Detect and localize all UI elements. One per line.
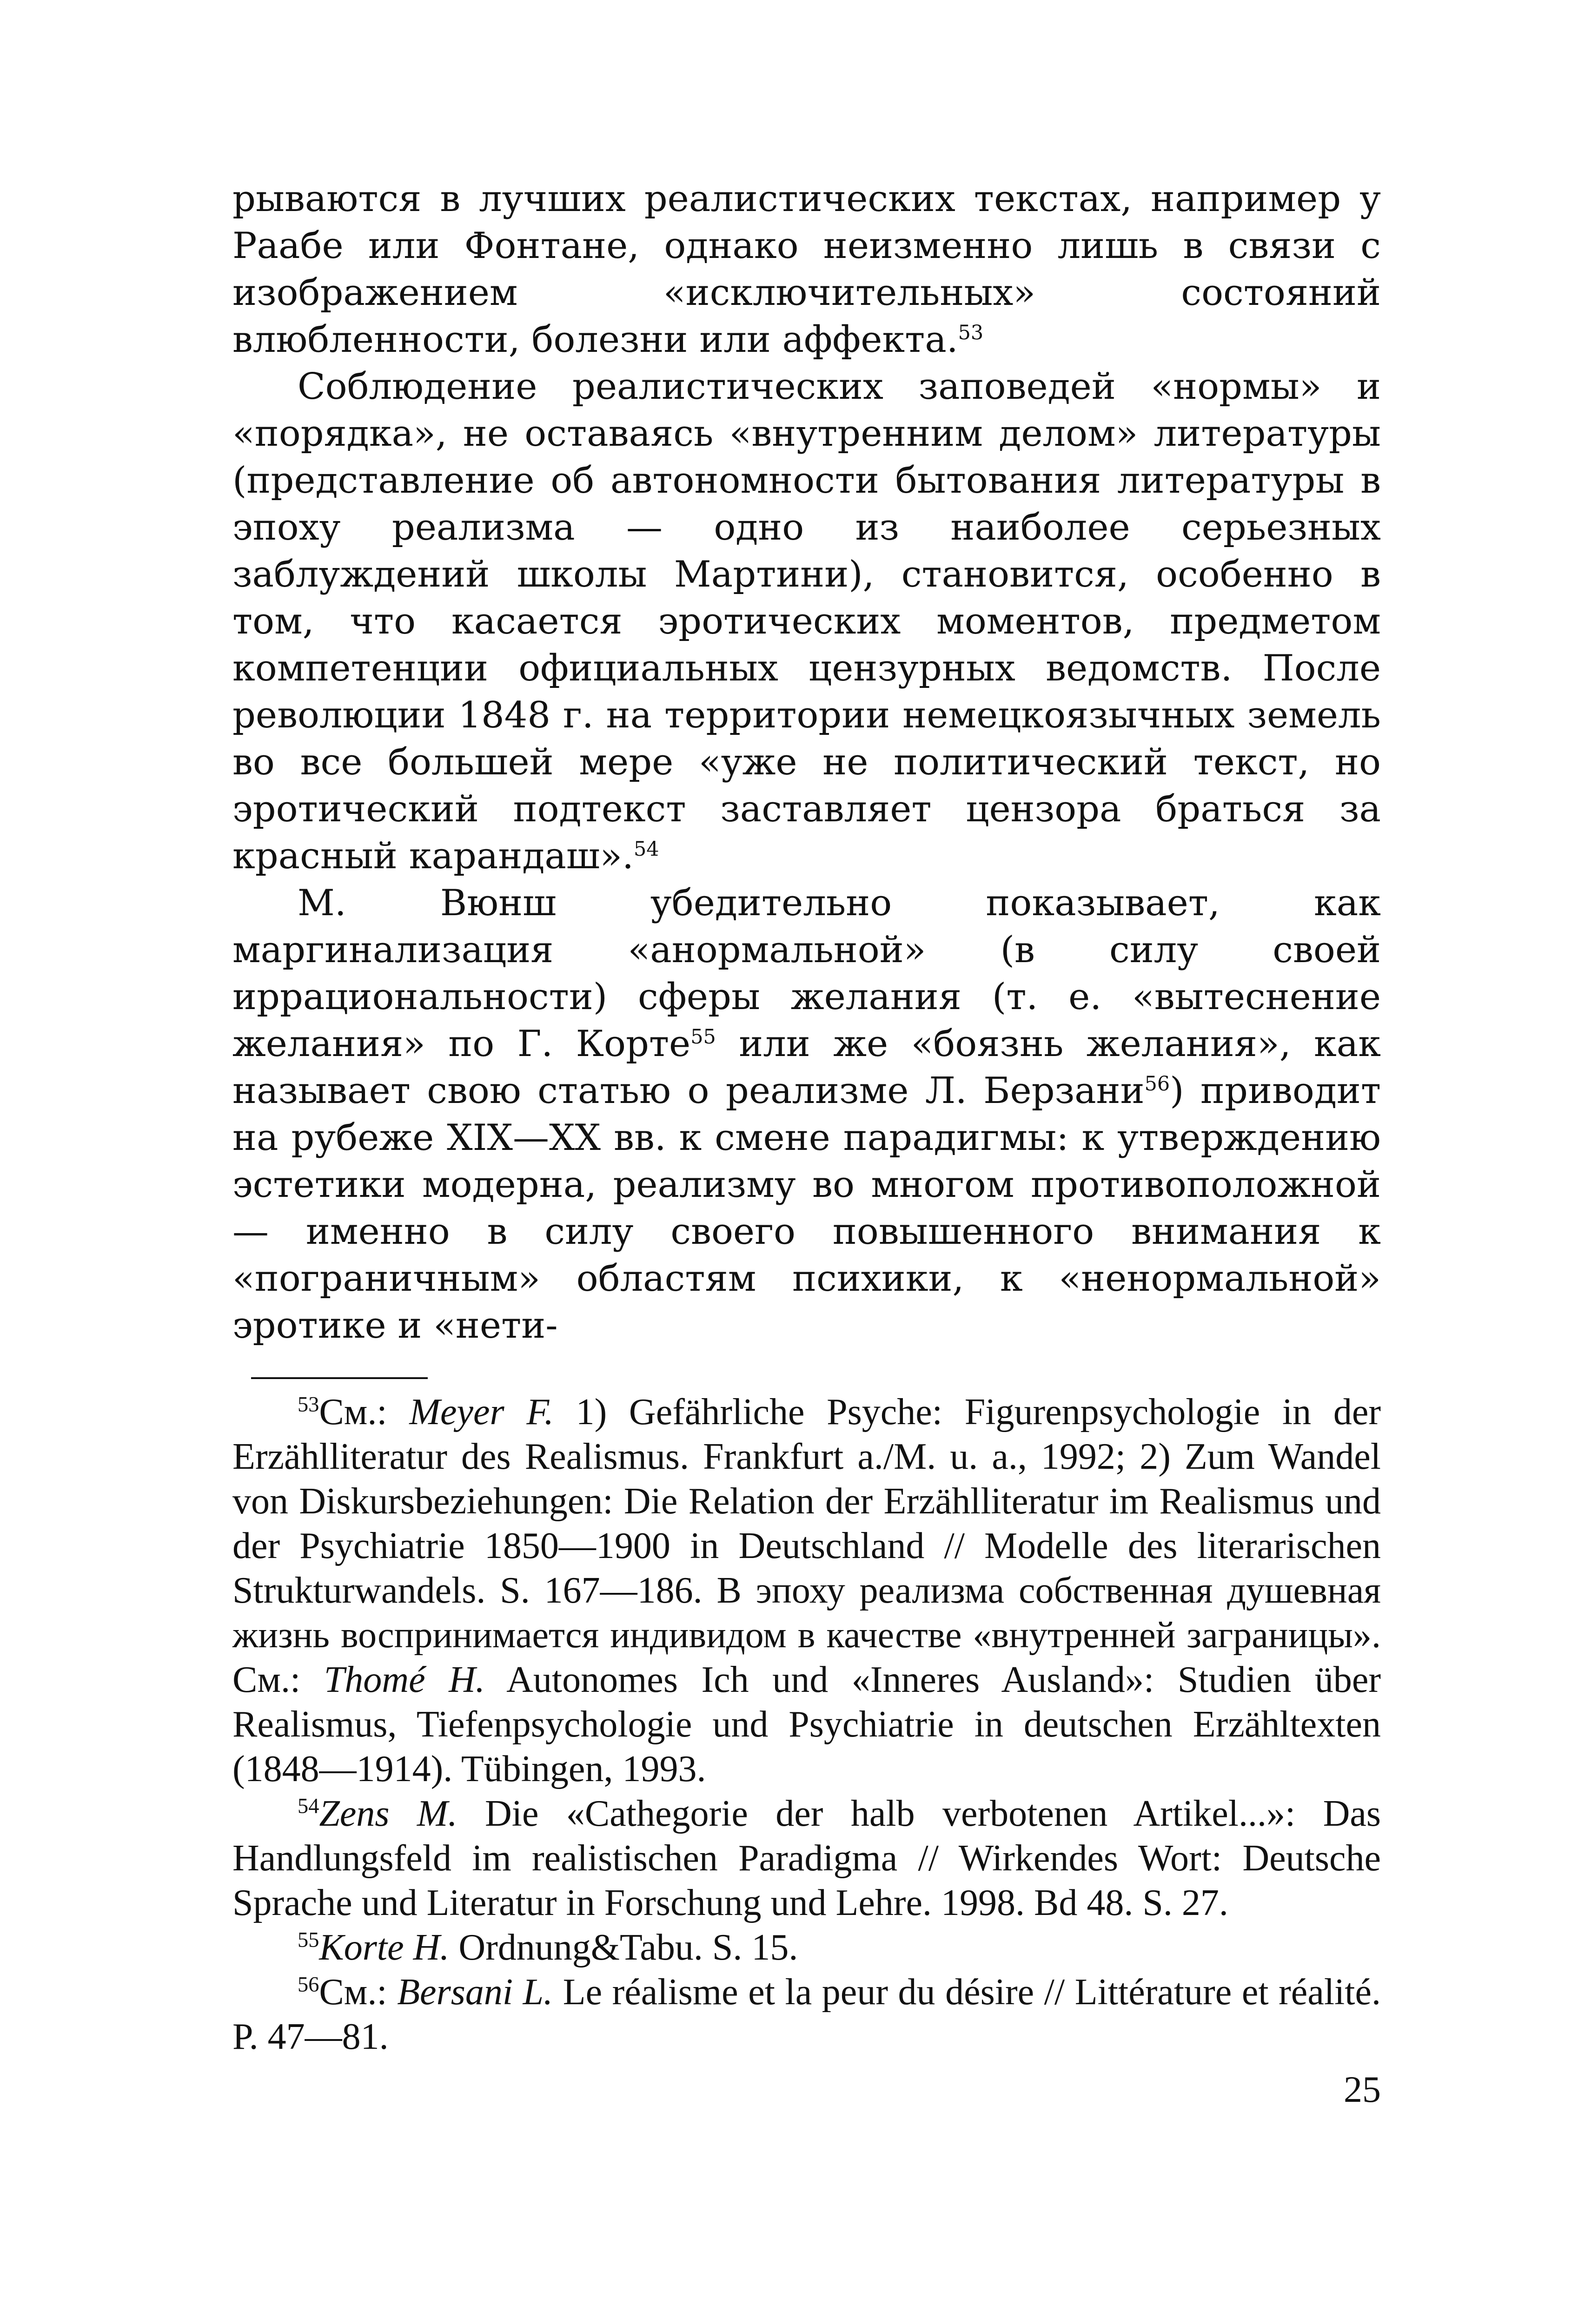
book-page <box>232 0 1381 2324</box>
footnote-53: $^{53}$См.: Meyer F. 1) Gefährliche Psyche: Figurenpsychologie in der Erzählliteratur des Realismus. Frankfurt a./M. u. a., 1992; 2) Zum Wandel von Diskursbeziehungen: Die Relation der Erzählliteratur im Realismus und der Psychiatrie 1850—1900 in Deutschland // Modelle des literarischen Strukturwandels. S. 167—186. В эпоху реализма собственная душевная жизнь воспринимается индивидом в качестве «внутренней заграницы». См.: Thomé H. Autonomes Ich und «Inneres Ausland»: Studien über Realismus, Tiefenpsychologie und Psychiatrie in deutschen Erzähltexten (1848—1914). Tübingen, 1993. <box>232 1392 1381 1789</box>
main-text <box>232 176 1381 1349</box>
paragraph-3: М. Вюнш убедительно показывает, как маргинализация «анормальной» (в силу своей иррациональности) сферы желания (т. е. «вытеснение желания» по Г. Корте$^{55}$ или же «боязнь желания», как называет свою статью о реализме Л. Берзани$^{56}$) приводит на рубеже XIX—XX вв. к смене парадигмы: к утверждению эстетики модерна, реализму во многом противоположной — именно в силу своего повышенного внимания к «пограничным» областям психики, к «ненормальной» эротике и «нети- <box>232 882 1381 1347</box>
footnote-54: $^{54}$Zens M. Die «Cathegorie der halb verbotenen Artikel...»: Das Handlungsfeld im realistischen Paradigma // Wirkendes Wort: Deutsche Sprache und Literatur in Forschung und Lehre. 1998. Bd 48. S. 27. <box>232 1793 1381 1923</box>
paragraph-2: Соблюдение реалистических заповедей «нормы» и «порядка», не оставаясь «внутренним делом» литературы (представление об автономности бытования литературы в эпоху реализма — одно из наиболее серьезных заблуждений школы Мартини), становится, особенно в том, что касается эротических моментов, предметом компетенции официальных цензурных ведомств. После революции 1848 г. на территории немецкоязычных земель во все большей мере «уже не политический текст, но эротический подтекст заставляет цензора браться за красный карандаш».$^{54}$ <box>232 366 1381 877</box>
footnote-ref-55[interactable]: 55 <box>690 1025 716 1049</box>
footnote-56: $^{56}$См.: Bersani L. Le réalisme et la peur du désire // Littérature et réalité. P. 47—81. <box>232 1972 1381 2057</box>
footnotes <box>232 1390 1381 2059</box>
paragraph-1: рываются в лучших реалистических текстах, например у Раабе или Фонтане, однако неизменно лишь в связи с изображением «исключительных» состояний влюбленности, болезни или аффекта.$^{53}$ <box>232 178 1381 361</box>
footnote-ref-53[interactable]: 53 <box>958 321 984 344</box>
page-number: 25 <box>1344 2069 1381 2110</box>
footnote-55: $^{55}$Korte H. Ordnung&Tabu. S. 15. <box>298 1927 798 1968</box>
footnote-divider <box>251 1377 428 1379</box>
footnote-ref-56[interactable]: 56 <box>1144 1072 1170 1096</box>
footnote-ref-54[interactable]: 54 <box>633 838 659 861</box>
